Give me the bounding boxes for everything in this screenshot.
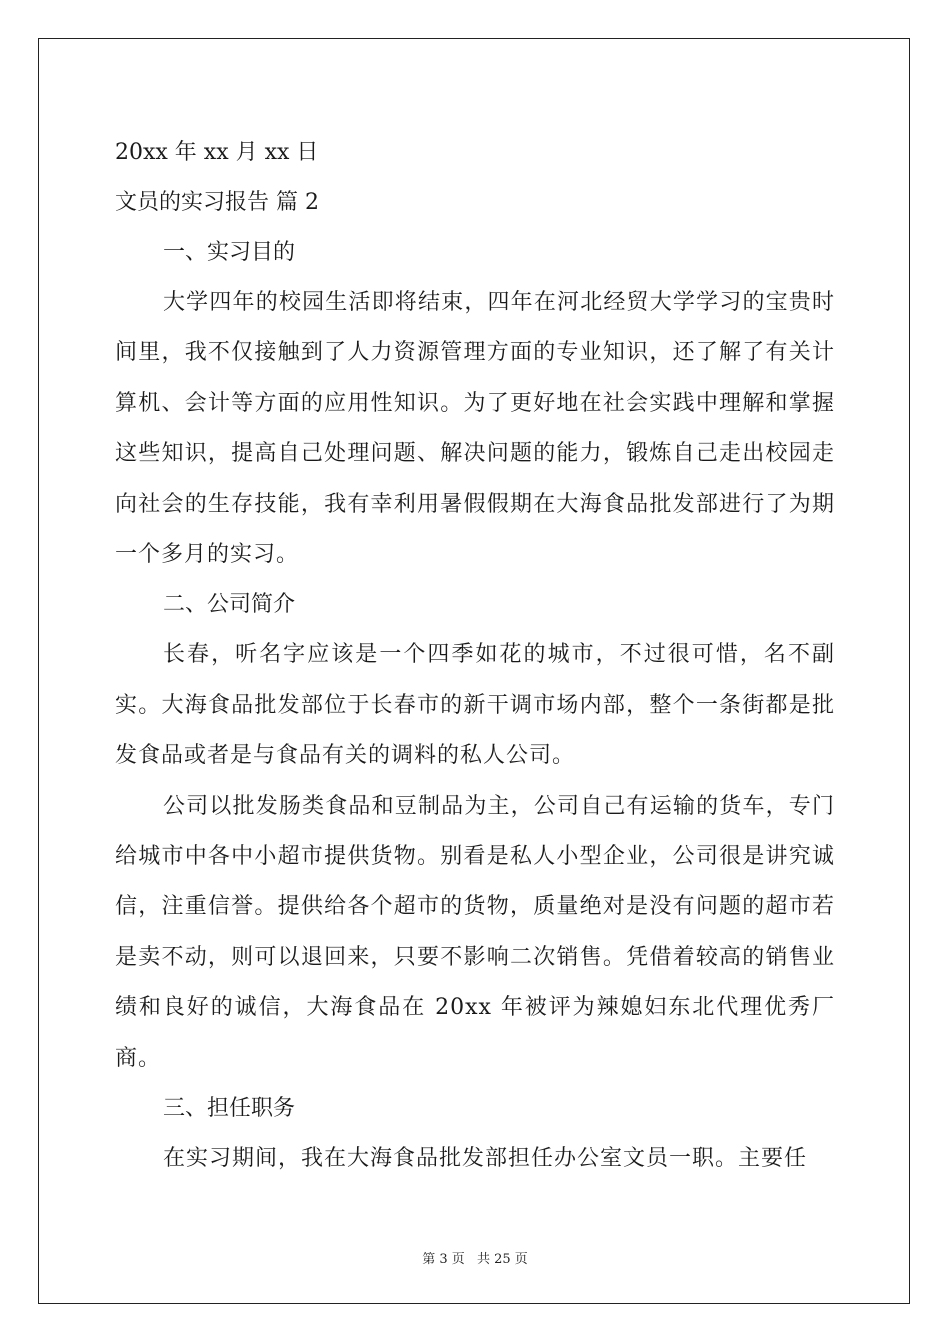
page-number: 第 3 页 [422, 1252, 465, 1267]
document-body [115, 128, 835, 1185]
paragraph: 长春，听名字应该是一个四季如花的城市，不过很可惜，名不副实。大海食品批发部位于长春市的新干调市场内部，整个一条街都是批发食品或者是与食品有关的调料的私人公司。 [115, 642, 835, 769]
page-footer [0, 1248, 950, 1267]
paragraph: 在实习期间，我在大海食品批发部担任办公室文员一职。主要任 [163, 1146, 808, 1172]
page-total: 共 25 页 [476, 1252, 528, 1267]
section-heading: 一、实习目的 [163, 240, 296, 265]
paragraph: 大学四年的校园生活即将结束，四年在河北经贸大学学习的宝贵时间里，我不仅接触到了人力资源管理方面的专业知识，还了解了有关计算机、会计等方面的应用性知识。为了更好地在社会实践中理解和掌握这些知识，提高自己处理问题、解决问题的能力，锻炼自己走出校园走向社会的生存技能，我有幸利用暑假假期在大海食品批发部进行了为期一个多月的实习。 [115, 290, 835, 568]
document-title: 文员的实习报告 篇 2 [115, 190, 319, 215]
section-heading: 二、公司简介 [163, 592, 296, 618]
date-line: 20xx 年 xx 月 xx 日 [115, 140, 319, 165]
paragraph: 公司以批发肠类食品和豆制品为主，公司自己有运输的货车，专门给城市中各中小超市提供货物。别看是私人小型企业，公司很是讲究诚信，注重信誉。提供给各个超市的货物，质量绝对是没有问题的超市若是卖不动，则可以退回来，只要不影响二次销售。凭借着较高的销售业绩和良好的诚信，大海食品在 20xx 年被评为辣媳妇东北代理优秀厂商。 [115, 793, 835, 1071]
section-heading: 三、担任职务 [163, 1096, 296, 1122]
